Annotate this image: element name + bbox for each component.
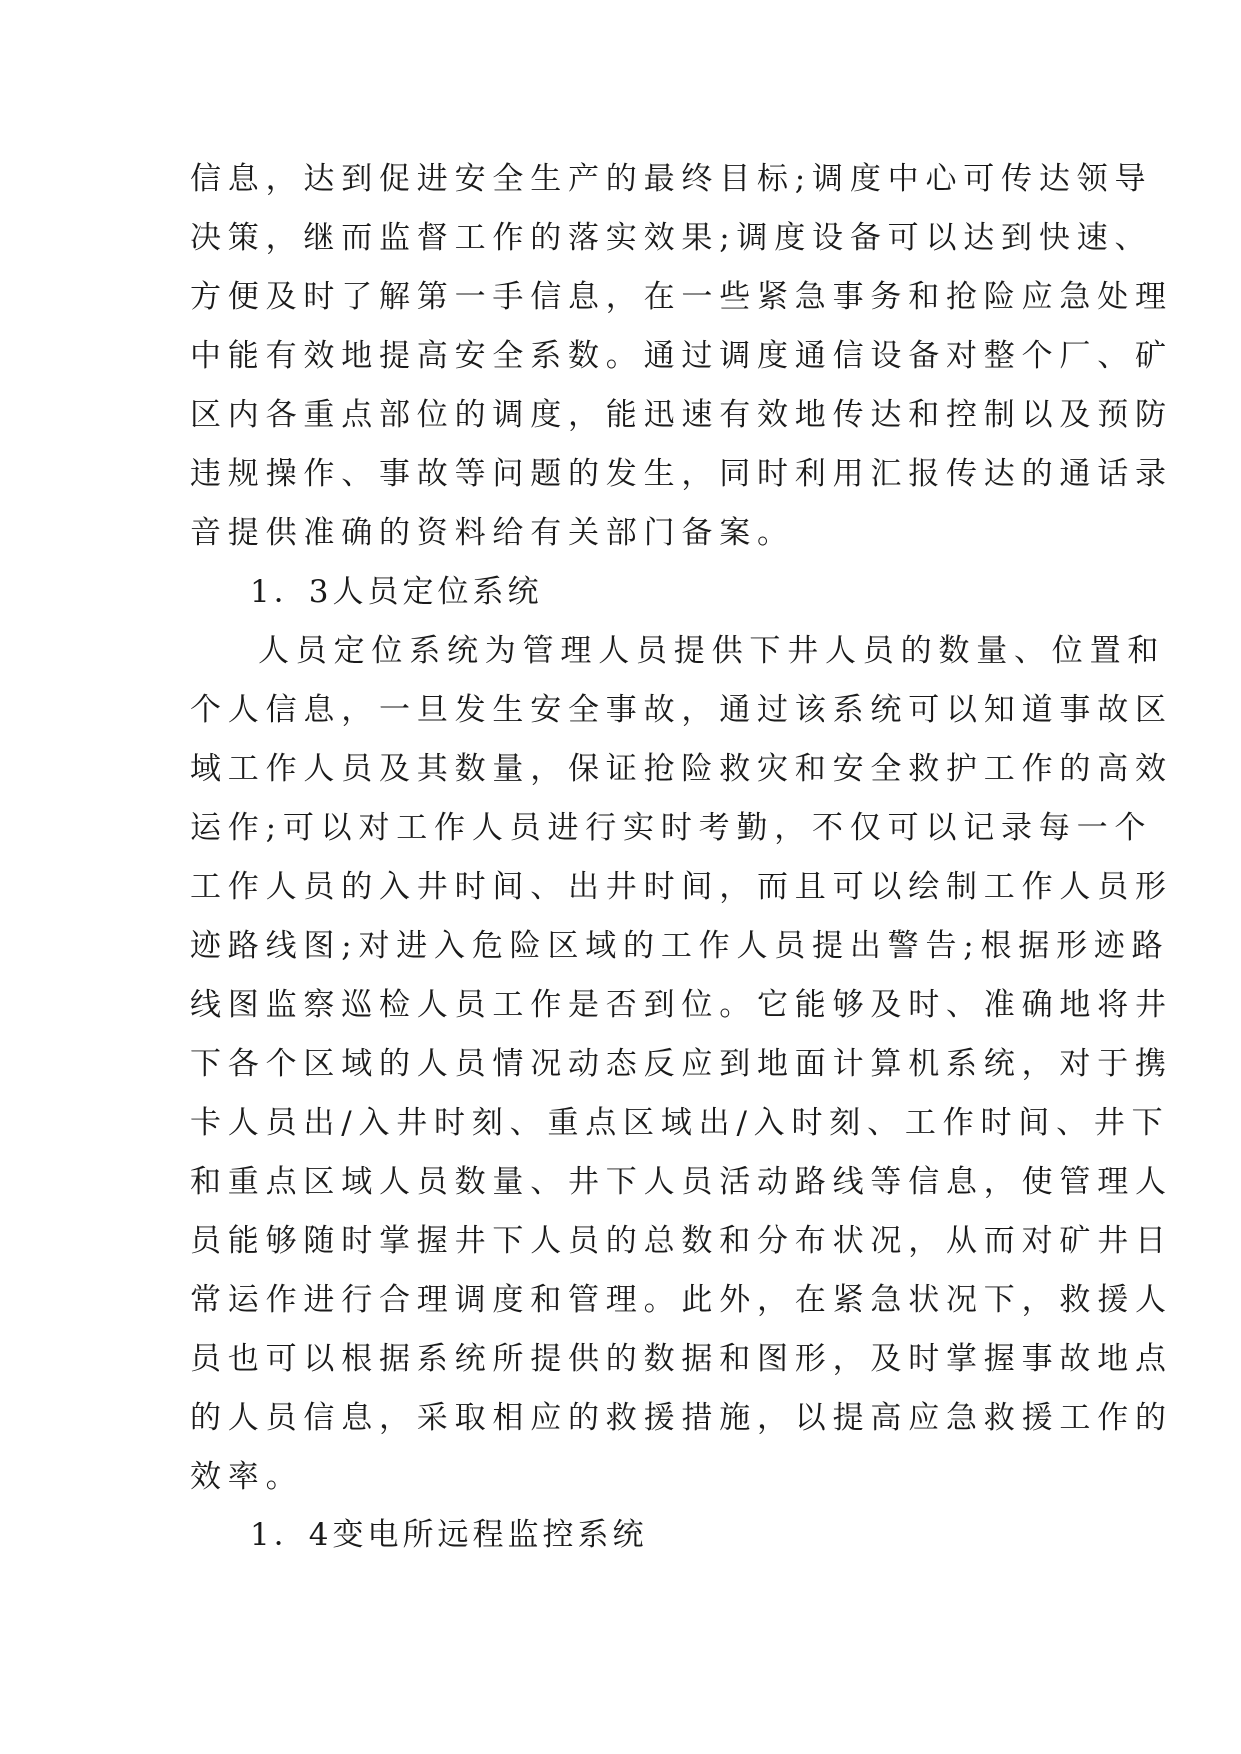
paragraph-line: 线图监察巡检人员工作是否到位。它能够及时、准确地将井	[190, 987, 1173, 1023]
paragraph-line: 的人员信息，采取相应的救援措施，以提高应急救援工作的	[190, 1400, 1173, 1436]
paragraph-line: 中能有效地提高安全系数。通过调度通信设备对整个厂、矿	[190, 338, 1173, 374]
paragraph-line: 人员定位系统为管理人员提供下井人员的数量、位置和	[258, 633, 1166, 669]
paragraph-line: 迹路线图;对进入危险区域的工作人员提出警告;根据形迹路	[190, 928, 1170, 964]
paragraph-line: 常运作进行合理调度和管理。此外，在紧急状况下，救援人	[190, 1282, 1173, 1318]
paragraph-line: 员能够随时掌握井下人员的总数和分布状况，从而对矿井日	[190, 1223, 1173, 1259]
paragraph-line: 区内各重点部位的调度，能迅速有效地传达和控制以及预防	[190, 397, 1173, 433]
paragraph-line: 运作;可以对工作人员进行实时考勤，不仅可以记录每一个	[190, 810, 1153, 846]
paragraph-line: 方便及时了解第一手信息，在一些紧急事务和抢险应急处理	[190, 279, 1173, 315]
section-heading-1-3: 1．3人员定位系统	[250, 574, 543, 610]
paragraph-line: 工作人员的入井时间、出井时间，而且可以绘制工作人员形	[190, 869, 1173, 905]
paragraph-line: 下各个区域的人员情况动态反应到地面计算机系统，对于携	[190, 1046, 1173, 1082]
paragraph-line: 违规操作、事故等问题的发生，同时利用汇报传达的通话录	[190, 456, 1173, 492]
paragraph-line: 个人信息，一旦发生安全事故，通过该系统可以知道事故区	[190, 692, 1173, 728]
section-heading-1-4: 1．4变电所远程监控系统	[250, 1517, 648, 1553]
paragraph-personnel-positioning	[190, 622, 1173, 1507]
paragraph-line: 效率。	[190, 1459, 304, 1495]
paragraph-line: 卡人员出/入井时刻、重点区域出/入时刻、工作时间、井下	[190, 1105, 1170, 1141]
paragraph-line: 音提供准确的资料给有关部门备案。	[190, 515, 795, 551]
paragraph-line: 和重点区域人员数量、井下人员活动路线等信息，使管理人	[190, 1164, 1173, 1200]
paragraph-line: 决策，继而监督工作的落实效果;调度设备可以达到快速、	[190, 220, 1153, 256]
paragraph-dispatch-communication	[190, 150, 1173, 563]
paragraph-line: 信息，达到促进安全生产的最终目标;调度中心可传达领导	[190, 161, 1153, 197]
paragraph-line: 员也可以根据系统所提供的数据和图形，及时掌握事故地点	[190, 1341, 1173, 1377]
paragraph-line: 域工作人员及其数量，保证抢险救灾和安全救护工作的高效	[190, 751, 1173, 787]
